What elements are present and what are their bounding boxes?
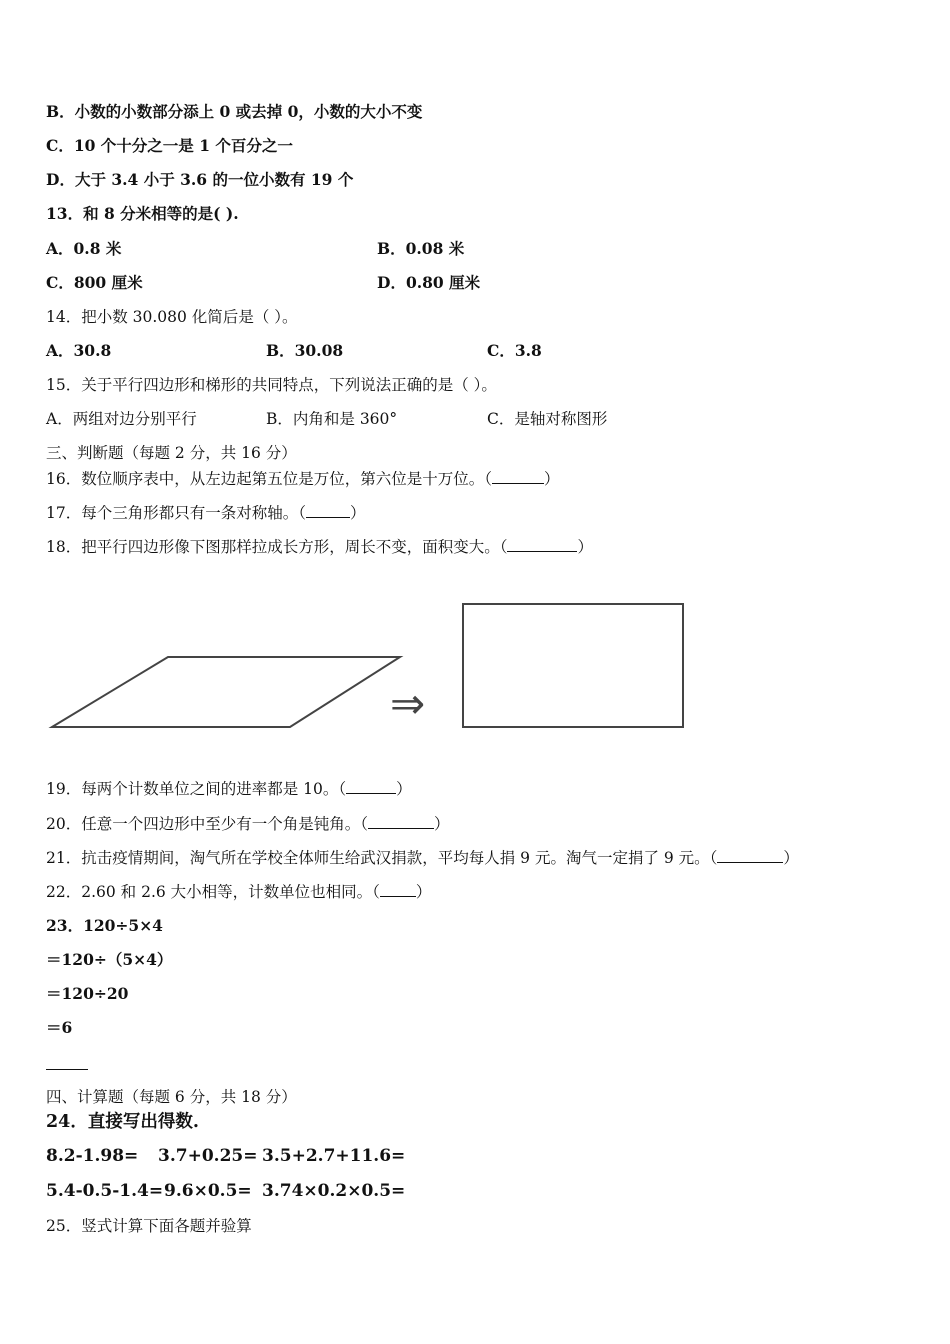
parallelogram-to-rectangle-figure <box>40 596 700 740</box>
q16-text: 16．数位顺序表中，从左边起第五位是万位，第六位是十万位。（ <box>46 470 492 488</box>
q16-answer-blank[interactable] <box>492 469 544 484</box>
q21-text: 21．抗击疫情期间，淘气所在学校全体师生给武汉捐款，平均每人捐 9 元。淘气一定捐了 9 元。（ <box>46 849 718 867</box>
q24-stem: 24．直接写出得数. <box>46 1112 199 1132</box>
q24-item-3: 3.5+2.7+11.6= <box>262 1146 406 1166</box>
q18-close: ） <box>577 538 593 556</box>
q19 <box>46 779 412 799</box>
q15-option-b: B．内角和是 360° <box>266 410 398 428</box>
section3-title: 三、判断题（每题 2 分，共 16 分） <box>46 444 297 462</box>
q19-answer-blank[interactable] <box>346 779 396 794</box>
q17-answer-blank[interactable] <box>306 503 350 518</box>
q24-item-2: 3.7+0.25= <box>158 1146 258 1166</box>
q13-option-b: B．0.08 米 <box>377 239 465 258</box>
q12-option-c: C．10 个十分之一是 1 个百分之一 <box>46 136 293 155</box>
q15-option-c: C．是轴对称图形 <box>487 410 608 428</box>
q13-stem: 13．和 8 分米相等的是( ). <box>46 204 239 223</box>
q23-line-3: ＝120÷20 <box>46 984 129 1003</box>
q20-close: ） <box>433 815 450 833</box>
q23-line-1: 23．120÷5×4 <box>46 916 163 935</box>
parallelogram-shape <box>52 657 400 727</box>
q21-close: ） <box>783 849 799 867</box>
q16 <box>46 469 560 489</box>
section4-title: 四、计算题（每题 6 分，共 18 分） <box>46 1088 297 1106</box>
q14-stem: 14．把小数 30.080 化简后是（ ）。 <box>46 308 298 326</box>
q15-stem: 15．关于平行四边形和梯形的共同特点，下列说法正确的是（ ）。 <box>46 376 497 394</box>
q22-close: ） <box>415 883 432 901</box>
q17 <box>46 503 366 523</box>
q14-option-a: A．30.8 <box>46 341 112 360</box>
q23-line-4: ＝6 <box>46 1018 73 1037</box>
q24-item-4: 5.4-0.5-1.4= <box>46 1181 164 1201</box>
q12-option-d: D．大于 3.4 小于 3.6 的一位小数有 19 个 <box>46 170 354 189</box>
q13-option-a: A．0.8 米 <box>46 239 122 258</box>
q16-close: ） <box>543 470 560 488</box>
q23-line-2: ＝120÷（5×4） <box>46 950 173 969</box>
q21-answer-blank[interactable] <box>717 848 783 863</box>
q17-close: ） <box>349 504 366 522</box>
q13-option-c: C．800 厘米 <box>46 273 143 292</box>
q22-answer-blank[interactable] <box>380 882 416 897</box>
q15-option-a: A．两组对边分别平行 <box>46 410 197 428</box>
q19-close: ） <box>396 780 412 798</box>
rectangle-shape <box>463 604 683 727</box>
q13-option-d: D．0.80 厘米 <box>377 273 481 292</box>
q24-item-6: 3.74×0.2×0.5= <box>262 1181 406 1201</box>
q14-option-b: B．30.08 <box>266 341 344 360</box>
q12-option-b: B．小数的小数部分添上 0 或去掉 0，小数的大小不变 <box>46 102 423 121</box>
q24-item-5: 9.6×0.5= <box>164 1181 252 1201</box>
q20-text: 20．任意一个四边形中至少有一个角是钝角。（ <box>46 815 368 833</box>
q19-text: 19．每两个计数单位之间的进率都是 10。（ <box>46 780 347 798</box>
q22-text: 22．2.60 和 2.6 大小相等，计数单位也相同。（ <box>46 883 380 901</box>
q14-option-c: C．3.8 <box>487 341 542 360</box>
q18-answer-blank[interactable] <box>507 537 577 552</box>
q21 <box>46 848 799 868</box>
q20 <box>46 814 450 834</box>
q24-item-1: 8.2-1.98= <box>46 1146 139 1166</box>
q18-text: 18．把平行四边形像下图那样拉成长方形，周长不变，面积变大。（ <box>46 538 508 556</box>
q17-text: 17．每个三角形都只有一条对称轴。（ <box>46 504 306 522</box>
q25-stem: 25．竖式计算下面各题并验算 <box>46 1217 252 1235</box>
transform-arrow: ⇒ <box>390 679 426 728</box>
q22 <box>46 882 431 902</box>
q18 <box>46 537 593 557</box>
q23-answer-line[interactable] <box>46 1069 88 1070</box>
q20-answer-blank[interactable] <box>368 814 434 829</box>
